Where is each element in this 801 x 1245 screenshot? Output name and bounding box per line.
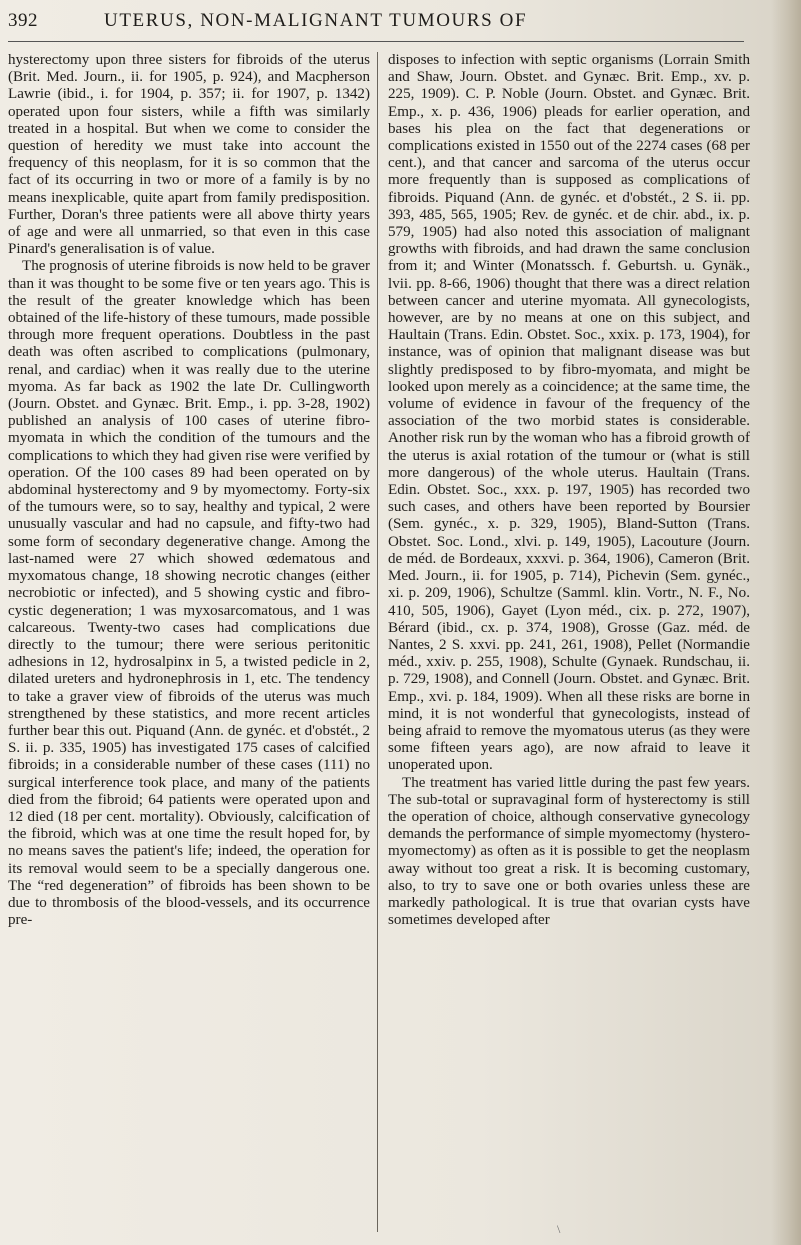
header-rule <box>8 41 744 42</box>
footer-mark: \ <box>557 1222 561 1236</box>
page-edge-shadow <box>771 0 801 1245</box>
paragraph-risks: disposes to infection with septic organisms (Lorrain Smith and Shaw, Journ. Obstet. and Gynæc. Brit. Emp., xv. p. 225, 1909). C. P. Noble (Journ. Obstet. and Gynæc. Brit. Emp., x. p. 436, 1906) pleads for earlier operation, and bases his plea on the fact that degenerations or complications existed in 1550 out of the 2274 cases (68 per cent.), and that cancer and sarcoma of the uterus occur more frequently than is supposed as complications of fibroids. Piquand (Ann. de gynéc. et d'obstét., 2 S. ii. pp. 393, 485, 565, 1905; Rev. de gynéc. et de chir. abd., ix. p. 579, 1905) had also noted this association of malignant growths with fibroids, and had drawn the same conclusion from it; and Winter (Monatssch. f. Geburtsh. u. Gynäk., lvii. pp. 8-66, 1906) thought that there was a direct relation between cancer and uterine myomata. All gynecologists, however, are by no means at one on this subject, and Haultain (Trans. Edin. Obstet. Soc., xxix. p. 173, 1904), for instance, was of opinion that malignant disease was but slightly predisposed to by fibro-myomata, and might be looked upon merely as a coincidence; at the same time, the volume of evidence in favour of the frequency of the association of the two morbid states is considerable. Another risk run by the woman who has a fibroid growth of the uterus is axial rotation of the tumour or (what is still more dangerous) of the whole uterus. Haultain (Trans. Edin. Obstet. Soc., xxx. p. 197, 1905) has recorded two such cases, and others have been reported by Boursier (Sem. gynéc., x. p. 329, 1905), Bland-Sutton (Trans. Obstet. Soc. Lond., xlvi. p. 149, 1905), Lacouture (Journ. de méd. de Bordeaux, xxxvi. p. 364, 1906), Cameron (Brit. Med. Journ., ii. for 1905, p. 714), Pichevin (Sem. gynéc., xi. p. 209, 1906), Schultze (Samml. klin. Vortr., N. F., No. 410, 505, 1906), Gayet (Lyon méd., cix. p. 272, 1907), Bérard (ibid., cx. p. 374, 1908), Grosse (Gaz. méd. de Nantes, 2 S. xxvi. pp. 241, 261, 1908), Pellet (Normandie méd., xxiv. p. 255, 1908), Schulte (Gynaek. Rundschau, ii. p. 729, 1908), and Connell (Journ. Obstet. and Gynæc. Brit. Emp., xvi. p. 184, 1909). When all these risks are borne in mind, it is not wonderful that gynecologists, instead of being afraid to remove the myomatous uterus (as they were some fifteen years ago), are now afraid to leave it unoperated upon. <box>388 52 750 774</box>
page-header <box>8 10 748 40</box>
column-divider <box>377 52 378 1232</box>
running-head: UTERUS, NON-MALIGNANT TUMOURS OF <box>104 10 528 31</box>
page-number: 392 <box>8 10 38 31</box>
right-column <box>388 52 750 1237</box>
paragraph-prognosis: The prognosis of uterine fibroids is now held to be graver than it was thought to be some five or ten years ago. This is the result of the greater knowledge which has been obtained of the life-history of these tumours, made possible through more frequent operations. Doubtless in the past death was often ascribed to complications (pulmonary, renal, and cardiac) when it was really due to the uterine myoma. As far back as 1902 the late Dr. Cullingworth (Journ. Obstet. and Gynæc. Brit. Emp., i. pp. 3-28, 1902) published an analysis of 100 cases of uterine fibro-myomata in which the condition of the tumours and the complications to which they had given rise were verified by operation. Of the 100 cases 89 had been operated on by abdominal hysterectomy and 9 by myomectomy. Forty-six of the tumours were, so to say, healthy and typical, 2 were unusually vascular and had no capsule, and fifty-two had some form of secondary degenerative change. Among the last-named were 27 which showed œdematous and myxomatous change, 18 showing necrotic changes (either necrobiotic or infected), and 5 showing cystic and fibro-cystic degeneration; 1 was myxosarcomatous, and 1 was calcareous. Twenty-two cases had complications due directly to the tumour; there were serious peritonitic adhesions in 12, hydrosalpinx in 5, a twisted pedicle in 2, dilated ureters and hydronephrosis in 1, etc. The tendency to take a graver view of fibroids of the uterus was much strengthened by these statistics, and more recent articles further bear this out. Piquand (Ann. de gynéc. et d'obstét., 2 S. ii. p. 335, 1905) has investigated 175 cases of calcified fibroids; in a considerable number of these cases (111) no surgical interference took place, and many of the patients died from the fibroid; 64 patients were operated upon and 12 died (18 per cent. mortality). Obviously, calcification of the fibroid, which was at one time the result hoped for, by no means saves the patient's life; indeed, the operation for its removal would seem to be a specially dangerous one. The “red degeneration” of fibroids has been shown to be due to thrombosis of the blood-vessels, and its occurrence pre- <box>8 258 370 929</box>
paragraph-treatment: The treatment has varied little during the past few years. The sub-total or supravaginal form of hysterectomy is still the operation of choice, although conservative gynecology demands the performance of simple myomectomy (hystero-myomectomy) as often as it is possible to get the neoplasm away without too great a risk. It is becoming customary, also, to try to save one or both ovaries unless these are markedly pathological. It is true that ovarian cysts have sometimes developed after <box>388 774 750 929</box>
paragraph-heredity: hysterectomy upon three sisters for fibroids of the uterus (Brit. Med. Journ., ii. for 1905, p. 924), and Macpherson Lawrie (ibid., i. for 1904, p. 357; ii. for 1907, p. 1342) operated upon four sisters, while a fifth was similarly treated in a hospital. But when we come to consider the question of heredity we must take into account the frequency of this neoplasm, for it is so common that the fact of its occurring in two or more of a family is by no means inexplicable, quite apart from family predisposition. Further, Doran's three patients were all above thirty years of age and were all unmarried, so that even in this case Pinard's generalisation is of value. <box>8 52 370 258</box>
left-column <box>8 52 370 1237</box>
